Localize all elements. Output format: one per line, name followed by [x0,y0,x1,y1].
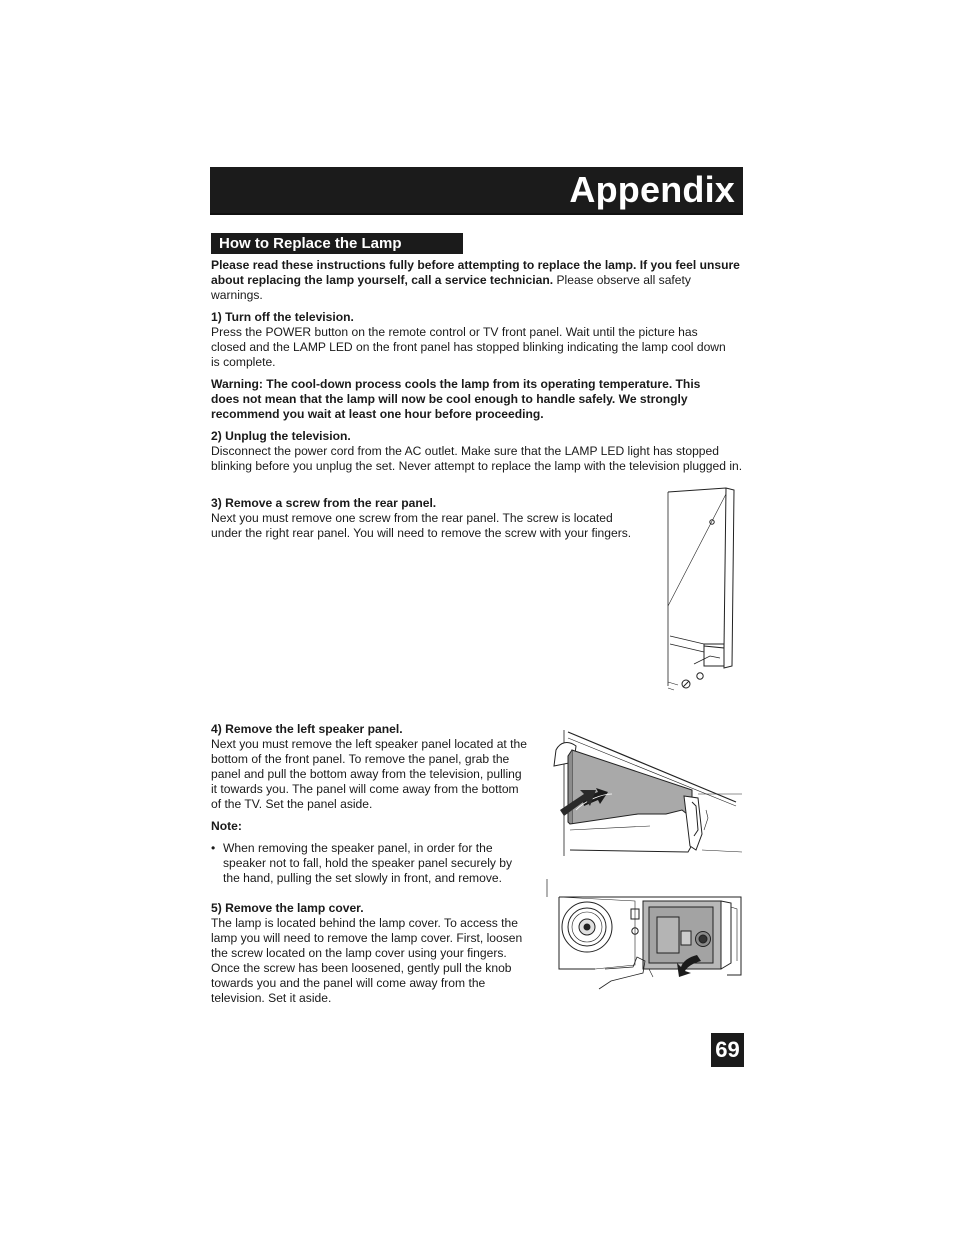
step2-heading: 2) Unplug the television. [211,429,351,443]
page-title: Appendix [569,169,735,210]
note-heading: Note: [211,819,242,833]
page-number: 69 [711,1033,744,1067]
section-title: How to Replace the Lamp [219,235,402,252]
speaker-panel-removal-illustration [546,726,742,876]
rear-panel-illustration [664,486,744,696]
page-header-bar [210,167,743,215]
step4-body: Next you must remove the left speaker panel located at the bottom of the front panel. To remove the panel, grab the panel and pull the bottom away from the television, pulling it towards you. The panel will come away from the bottom of the TV. Set the panel aside. [211,737,527,811]
intro-bold-text: Please read these instructions fully before attempting to replace the lamp. If you feel unsure about replacing the lamp yourself, call a service technician. [211,258,740,287]
intro-paragraph [211,258,743,303]
intro-normal-text: Please observe all safety warnings. [211,273,691,302]
note-text: When removing the speaker panel, in order for the speaker not to fall, hold the speaker panel securely by the hand, pulling the set slowly in front, and remove. [223,841,513,885]
step4-heading: 4) Remove the left speaker panel. [211,722,403,736]
step3-body: Next you must remove one screw from the rear panel. The screw is located under the right rear panel. You will need to remove the screw with your fingers. [211,511,632,540]
step1-heading: 1) Turn off the television. [211,310,354,324]
note-bullet: • [211,841,216,855]
warning-text: Warning: The cool-down process cools the lamp from its operating temperature. This does not mean that the lamp will now be cool enough to handle safely. We strongly recommend you wait at least one hour before proceeding. [211,377,701,421]
step5-body: The lamp is located behind the lamp cover. To access the lamp you will need to remove the lamp cover. First, loosen the screw located on the lamp cover using your fingers. Once the screw has been loosened, gently pull the knob towards you and the panel will come away from the television. Set it aside. [211,916,523,1005]
step3-heading: 3) Remove a screw from the rear panel. [211,496,437,510]
step5-heading: 5) Remove the lamp cover. [211,901,364,915]
section-title-bar [211,233,463,254]
step1-body: Press the POWER button on the remote control or TV front panel. Wait until the picture has closed and the LAMP LED on the front panel has stopped blinking indicating the lamp cool down is complete. [211,325,726,369]
lamp-cover-illustration [545,877,743,992]
step2-body: Disconnect the power cord from the AC outlet. Make sure that the LAMP LED light has stopped blinking before you unplug the set. Never attempt to replace the lamp with the television plugged in. [211,444,743,473]
